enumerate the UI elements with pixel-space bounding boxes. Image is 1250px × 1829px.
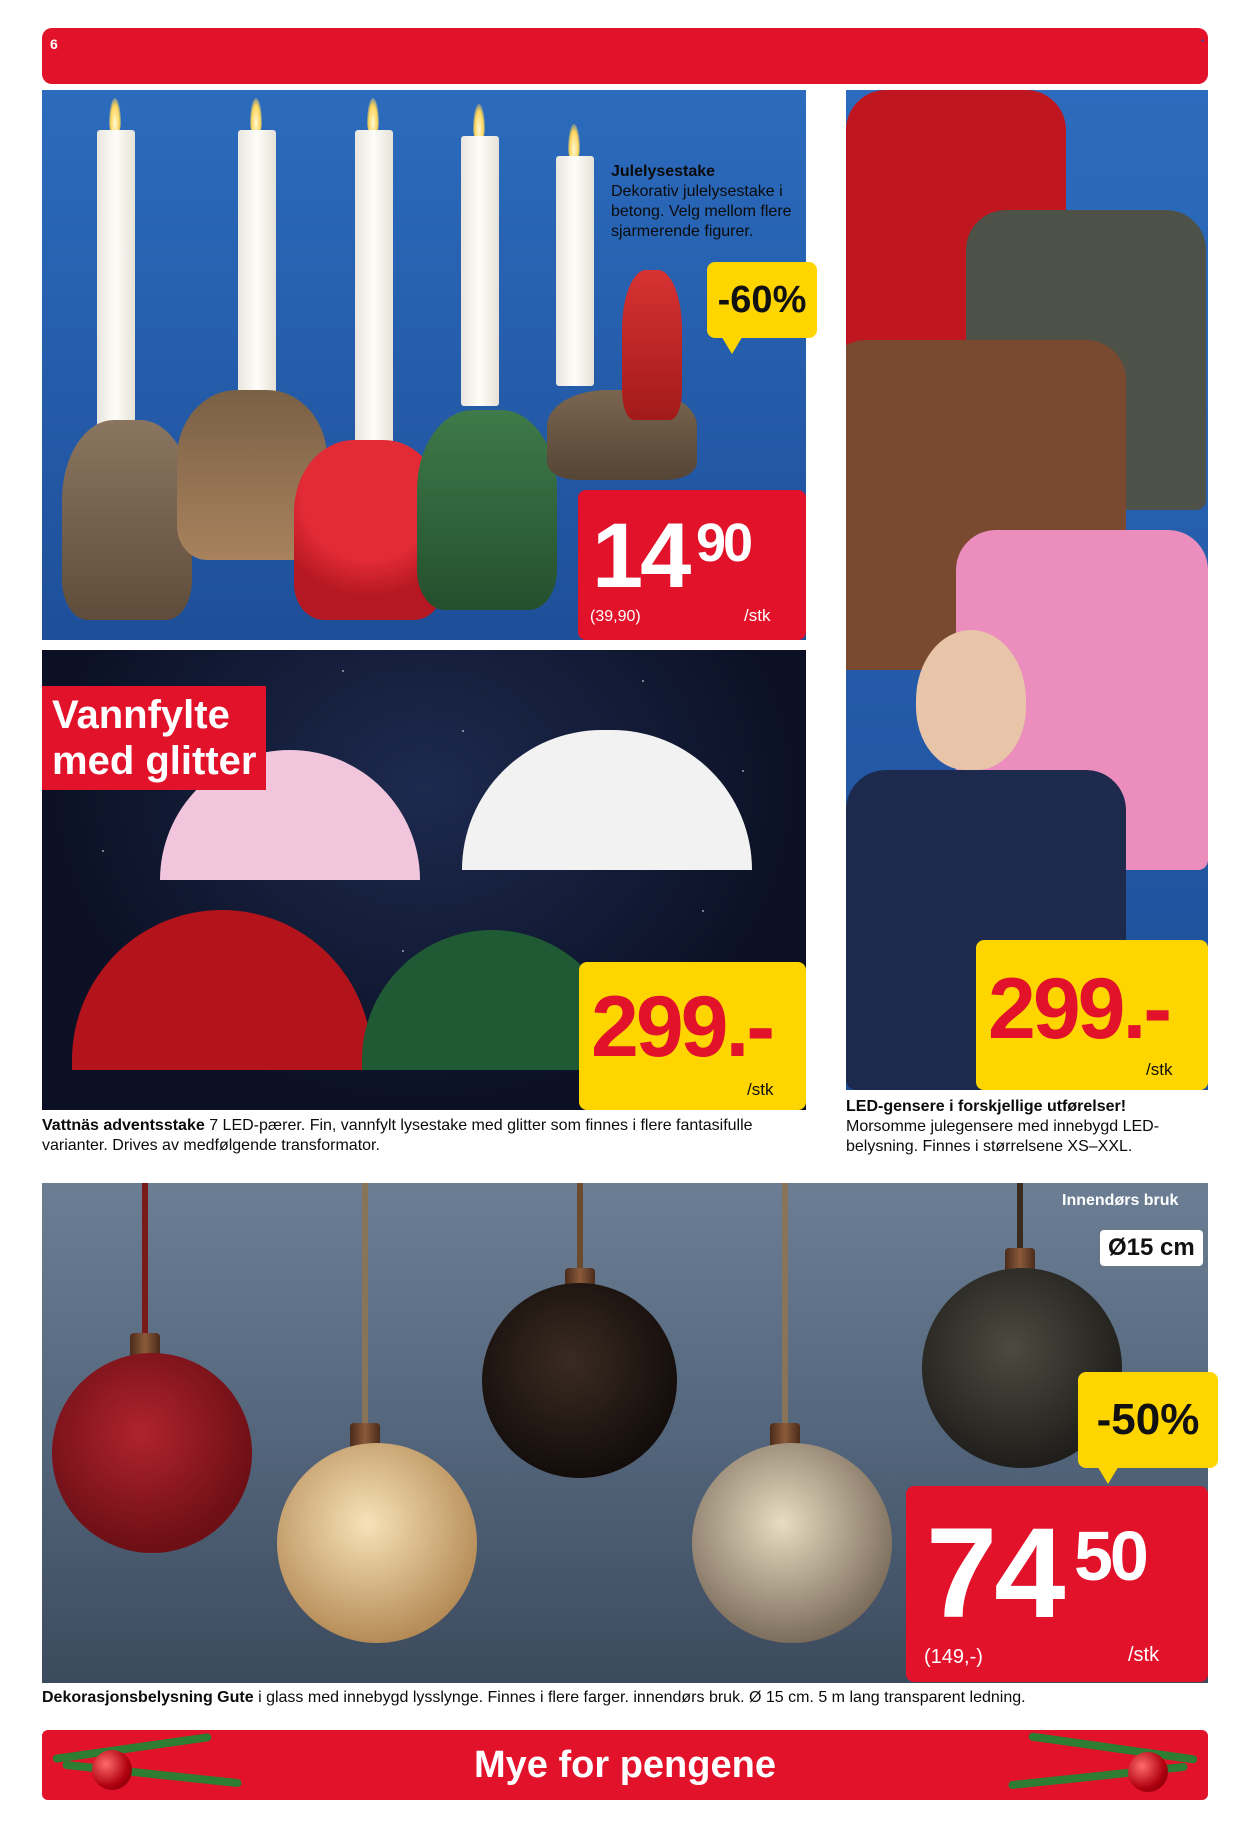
glitter-desc-text: 7 LED-pærer. Fin, vannfylt lysestake med glitter som finnes i flere fantasifulle varianter. Drives av medfølgende transformator. bbox=[42, 1117, 753, 1154]
indoor-tag: Innendørs bruk bbox=[1062, 1192, 1179, 1209]
unit-label: /stk bbox=[1146, 1060, 1173, 1079]
candle bbox=[461, 136, 499, 406]
unit-label: /stk bbox=[744, 606, 771, 625]
ornament-description bbox=[42, 1688, 1208, 1708]
pine-branch-icon bbox=[1028, 1732, 1197, 1764]
footer-slogan: Mye for pengene bbox=[474, 1743, 776, 1786]
discount-badge-50 bbox=[1078, 1372, 1218, 1468]
discount-badge-60 bbox=[707, 262, 817, 338]
ornament-desc-text: i glass med innebygd lysslynge. Finnes i flere farger. innendørs bruk. Ø 15 cm. 5 m lang transparent ledning. bbox=[258, 1689, 1026, 1706]
ribbon bbox=[142, 1183, 148, 1333]
discount-text: -50% bbox=[1096, 1395, 1200, 1444]
candle bbox=[556, 156, 594, 386]
ribbon bbox=[362, 1183, 368, 1423]
corner-mark-icon: ▪ bbox=[1201, 36, 1204, 45]
price-main: 299.- bbox=[591, 979, 773, 1075]
glitter-price-box bbox=[579, 962, 806, 1110]
tree-holder bbox=[417, 410, 557, 610]
gold-star-ornament bbox=[277, 1443, 477, 1643]
footer-banner bbox=[42, 1730, 1208, 1800]
santa-figure bbox=[622, 270, 682, 420]
flame-icon bbox=[250, 98, 262, 134]
headline-line1: Vannfylte bbox=[52, 693, 230, 737]
ornament-price-box bbox=[906, 1486, 1208, 1682]
price-main: 74 bbox=[926, 1502, 1063, 1645]
size-tag: Ø15 cm bbox=[1100, 1230, 1203, 1266]
sweater-desc-text: Morsomme julegensere med innebygd LED-belysning. Finnes i størrelsene XS–XXL. bbox=[846, 1118, 1160, 1155]
badge-tail bbox=[720, 334, 744, 354]
candle bbox=[238, 130, 276, 410]
white-candle-bridge bbox=[462, 730, 752, 870]
candle-description bbox=[611, 162, 811, 242]
discount-text: -60% bbox=[717, 278, 807, 321]
flame-icon bbox=[109, 98, 121, 134]
ornament-title: Dekorasjonsbelysning Gute bbox=[42, 1689, 254, 1706]
ribbon bbox=[782, 1183, 788, 1423]
sweater-title: LED-gensere i forskjellige utførelser! bbox=[846, 1098, 1127, 1115]
gnome-pinecone-holder bbox=[62, 420, 192, 620]
top-banner bbox=[42, 28, 1208, 84]
unit-label: /stk bbox=[747, 1080, 774, 1099]
glitter-title: Vattnäs adventsstake bbox=[42, 1117, 205, 1134]
candle bbox=[97, 130, 135, 440]
bauble-icon bbox=[92, 1750, 132, 1790]
candle bbox=[355, 130, 393, 450]
flame-icon bbox=[568, 124, 580, 160]
clear-light-ornament bbox=[692, 1443, 892, 1643]
ribbon bbox=[577, 1183, 583, 1268]
flame-icon bbox=[367, 98, 379, 134]
old-price: (149,-) bbox=[924, 1646, 983, 1668]
glitter-description bbox=[42, 1116, 806, 1156]
flame-icon bbox=[473, 104, 485, 140]
page-number: 6 bbox=[50, 36, 58, 52]
model-face bbox=[916, 630, 1026, 770]
badge-tail bbox=[1096, 1464, 1120, 1484]
candle-title: Julelysestake bbox=[611, 163, 716, 180]
price-cents: 50 bbox=[1074, 1517, 1146, 1595]
price-main: 299.- bbox=[988, 961, 1170, 1057]
red-star-ornament bbox=[52, 1353, 252, 1553]
unit-label: /stk bbox=[1128, 1644, 1160, 1666]
sweater-description bbox=[846, 1097, 1208, 1157]
price-cents: 90 bbox=[696, 513, 751, 573]
candle-price-box bbox=[578, 490, 806, 640]
red-candle-bridge bbox=[72, 910, 372, 1070]
sweater-price-box bbox=[976, 940, 1208, 1090]
candle-desc-text: Dekorativ julelysestake i betong. Velg mellom flere sjarmerende figurer. bbox=[611, 183, 792, 240]
pine-branch-icon bbox=[52, 1733, 212, 1763]
ribbon bbox=[1017, 1183, 1023, 1248]
old-price: (39,90) bbox=[590, 608, 641, 625]
price-main: 14 bbox=[592, 505, 689, 607]
headline-banner bbox=[42, 686, 266, 790]
bauble-icon bbox=[1128, 1752, 1168, 1792]
pine-branch-icon bbox=[62, 1761, 242, 1788]
headline-line2: med glitter bbox=[52, 739, 257, 783]
black-star-ornament bbox=[482, 1283, 677, 1478]
